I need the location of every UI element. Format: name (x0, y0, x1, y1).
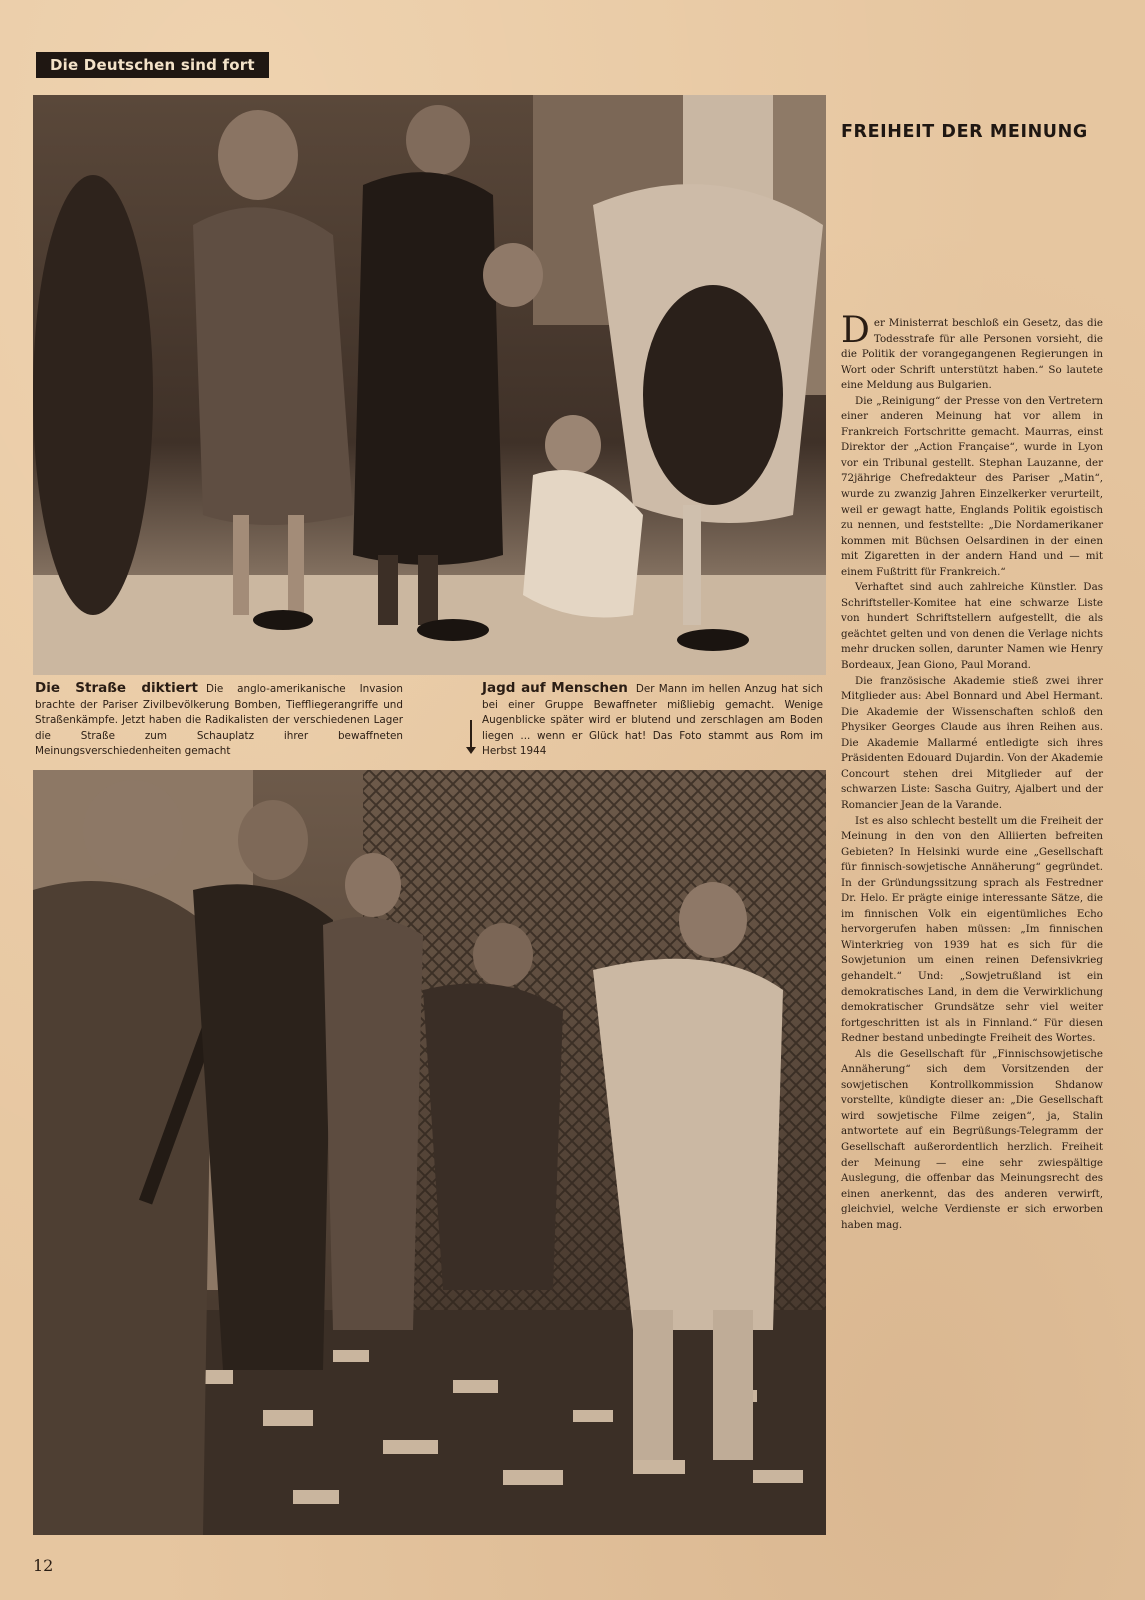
article-body (841, 310, 1103, 1233)
caption-right (482, 681, 823, 760)
photo-street-crowd-image (33, 95, 826, 675)
arrow-down-icon (470, 720, 472, 750)
caption-left-text: Die anglo-amerikanische Invasion brachte der Pariser Zivilbevölkerung Bomben, Tieffliegerangriffe und Straßenkämpfe. Jetzt haben die Radikalisten der verschiedenen Lager die Straße zum Schauplatz ihrer bewaffneten Meinungsverschiedenheiten gemacht (35, 683, 403, 757)
article-paragraph: Die französische Akademie stieß zwei ihrer Mitglieder aus: Abel Bonnard und Abel Hermant. Die Akademie der Wissenschaften schloß den Physiker Georges Claude aus ihren Reihen aus. Die Akademie Mallarmé entledigte sich ihres Präsidenten Edouard Dujardin. Von der Akademie Concourt stehen drei Mitglieder auf der schwarzen Liste: Sascha Guitry, Ajalbert und der Romancier Jean de la Varande. (841, 674, 1103, 811)
caption-left-heading: Die Straße diktiert (35, 680, 198, 696)
article-paragraph: Die „Reinigung“ der Presse von den Vertretern einer anderen Meinung hat vor allem in Frankreich Fortschritte gemacht. Maurras, einst Direktor der „Action Française“, wurde in Lyon vor ein Tribunal gestellt. Stephan Lauzanne, der 72jährige Chefredakteur des Pariser „Matin“, wurde zu zwanzig Jahren Einzelkerker verurteilt, weil er gewagt hatte, Englands Politik egoistisch zu nennen, und feststellte: „Die Nordamerikaner kommen mit Büchsen Oelsardinen in der einen mit Zigaretten in der andern Hand und — mit einem Fußtritt für Frankreich.“ (841, 394, 1103, 578)
article-paragraph-text: er Ministerrat beschloß ein Gesetz, das die Todesstrafe für alle Personen vorsieht, die die Politik der vorangegangenen Regierungen in Wort oder Schrift unterstützt haben.“ So lautete eine Meldung aus Bulgarien. (841, 317, 1103, 392)
section-label: Die Deutschen sind fort (36, 52, 269, 78)
photo-armed-men-image (33, 770, 826, 1535)
caption-left (35, 681, 403, 760)
article-headline: FREIHEIT DER MEINUNG (841, 122, 1088, 142)
page-number: 12 (33, 1556, 54, 1575)
article-paragraph: Ist es also schlecht bestellt um die Freiheit der Meinung in den von den Alliierten befreiten Gebieten? In Helsinki wurde eine „Gesellschaft für finnisch-sowjetische Annäherung“ gegründet. In der Gründungssitzung sprach als Festredner Dr. Helo. Er prägte einige interessante Sätze, die im finnischen Volk ein eigentümliches Echo hervorgerufen haben müssen: „Im finnischen Winterkrieg von 1939 hat es sich für die Sowjetunion um einen reinen Defensivkrieg gehandelt.“ Und: „Sowjetrußland ist ein demokratisches Land, in dem die Verwirklichung demokratischer Grundsätze sehr viel weiter fortgeschritten ist als in Finnland.“ Für diesen Redner bestand unbedingte Freiheit des Wortes. (841, 814, 1103, 1045)
photo-street-crowd (33, 95, 826, 675)
caption-right-text: Der Mann im hellen Anzug hat sich bei einer Gruppe Bewaffneter mißliebig gemacht. Wenige Augenblicke später wird er blutend und zerschlagen am Boden liegen ... wenn er Glück hat! Das Foto stammt aus Rom im Herbst 1944 (482, 683, 823, 757)
caption-right-heading: Jagd auf Menschen (482, 680, 628, 696)
article-paragraph: Als die Gesellschaft für „Finnischsowjetische Annäherung“ sich dem Vorsitzenden der sowjetischen Kontrollkommission Shdanow vorstellte, kündigte dieser an: „Die Gesellschaft wird sowjetische Filme zeigen“, ja, Stalin antwortete auf ein Begrüßungs-Telegramm der Gesellschaft außerordentlich herzlich. Freiheit der Meinung — eine sehr zwiespältige Auslegung, die offenbar das Meinungsrecht des einen anerkennt, das des anderen verwirft, gleichviel, welche Verdienste er sich erworben haben mag. (841, 1047, 1103, 1231)
article-paragraph (841, 310, 1103, 394)
drop-cap: D (841, 310, 870, 351)
photo-armed-men (33, 770, 826, 1535)
article-paragraph: Verhaftet sind auch zahlreiche Künstler. Das Schriftsteller-Komitee hat eine schwarze Liste von hundert Schriftstellern aufgestellt, die als geächtet gelten und von denen die Verlage nichts mehr drucken sollen, darunter Namen wie Henry Bordeaux, Jean Giono, Paul Morand. (841, 581, 1103, 672)
